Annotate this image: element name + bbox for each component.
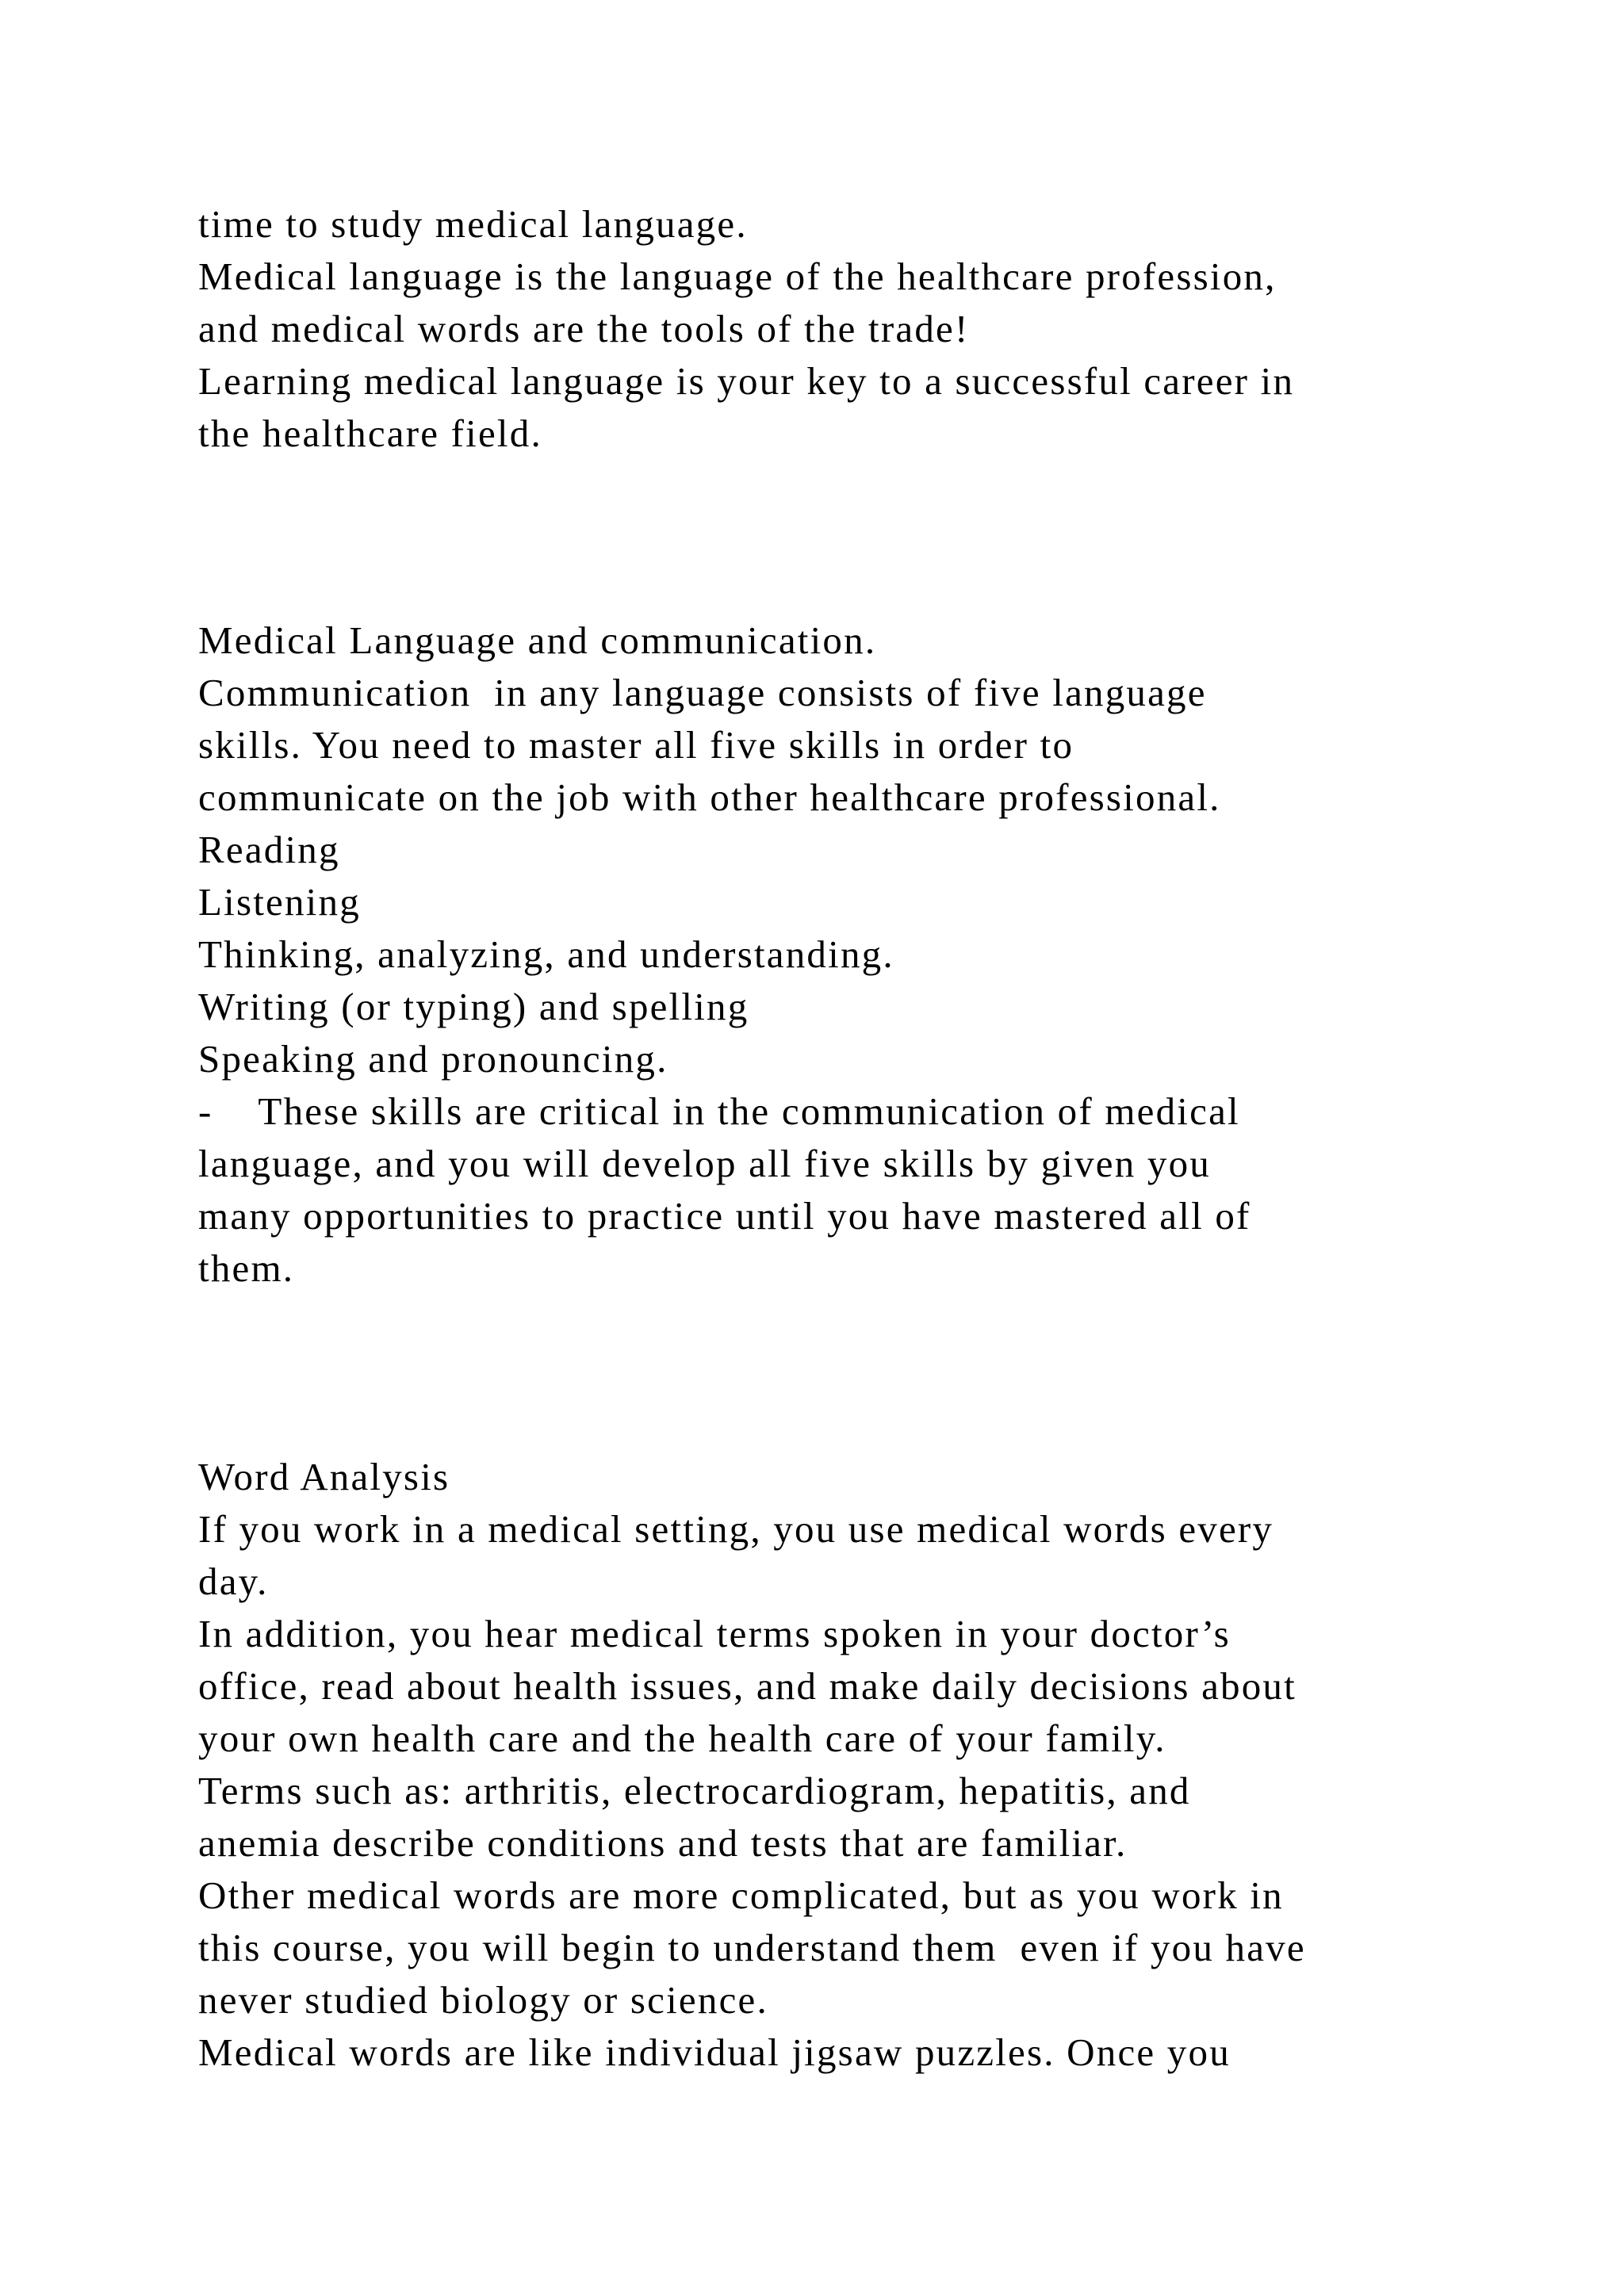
skill-item: Speaking and pronouncing.	[198, 1037, 668, 1081]
text-line: In addition, you hear medical terms spoken in your doctor’s	[198, 1612, 1231, 1655]
text-line: skills. You need to master all five skills in order to	[198, 723, 1074, 767]
text-line: language, and you will develop all five skills by given you	[198, 1142, 1211, 1185]
text-line: office, read about health issues, and make daily decisions about	[198, 1664, 1297, 1708]
text-line: the healthcare field.	[198, 411, 542, 455]
text-line: If you work in a medical setting, you use medical words every	[198, 1507, 1274, 1551]
skill-item: Listening	[198, 880, 361, 924]
intro-section	[198, 198, 1507, 460]
text-line: your own health care and the health care of your family.	[198, 1716, 1166, 1760]
section-heading: Medical Language and communication.	[198, 618, 877, 662]
text-line: never studied biology or science.	[198, 1978, 768, 2022]
text-line: - These skills are critical in the communication of medical	[198, 1089, 1240, 1133]
text-line: many opportunities to practice until you have mastered all of	[198, 1194, 1251, 1238]
skill-item: Thinking, analyzing, and understanding.	[198, 932, 894, 976]
text-line: Other medical words are more complicated, but as you work in	[198, 1873, 1284, 1917]
section-heading: Word Analysis	[198, 1455, 450, 1498]
text-line: day.	[198, 1559, 269, 1603]
text-line: and medical words are the tools of the trade!	[198, 307, 970, 350]
text-line: Medical words are like individual jigsaw puzzles. Once you	[198, 2030, 1231, 2074]
communication-section	[198, 614, 1507, 1295]
text-line: Learning medical language is your key to a successful career in	[198, 359, 1295, 403]
skill-item: Writing (or typing) and spelling	[198, 985, 749, 1028]
text-line: Communication in any language consists of five language	[198, 671, 1207, 714]
text-line: Medical language is the language of the healthcare profession,	[198, 254, 1277, 298]
text-line: anemia describe conditions and tests that are familiar.	[198, 1821, 1128, 1865]
word-analysis-section	[198, 1451, 1507, 2079]
text-line: Terms such as: arthritis, electrocardiogram, hepatitis, and	[198, 1769, 1191, 1812]
text-line: time to study medical language.	[198, 202, 748, 246]
skill-item: Reading	[198, 828, 340, 871]
text-line: communicate on the job with other healthcare professional.	[198, 775, 1221, 819]
text-line: them.	[198, 1246, 295, 1290]
text-line: this course, you will begin to understand them even if you have	[198, 1926, 1306, 1969]
